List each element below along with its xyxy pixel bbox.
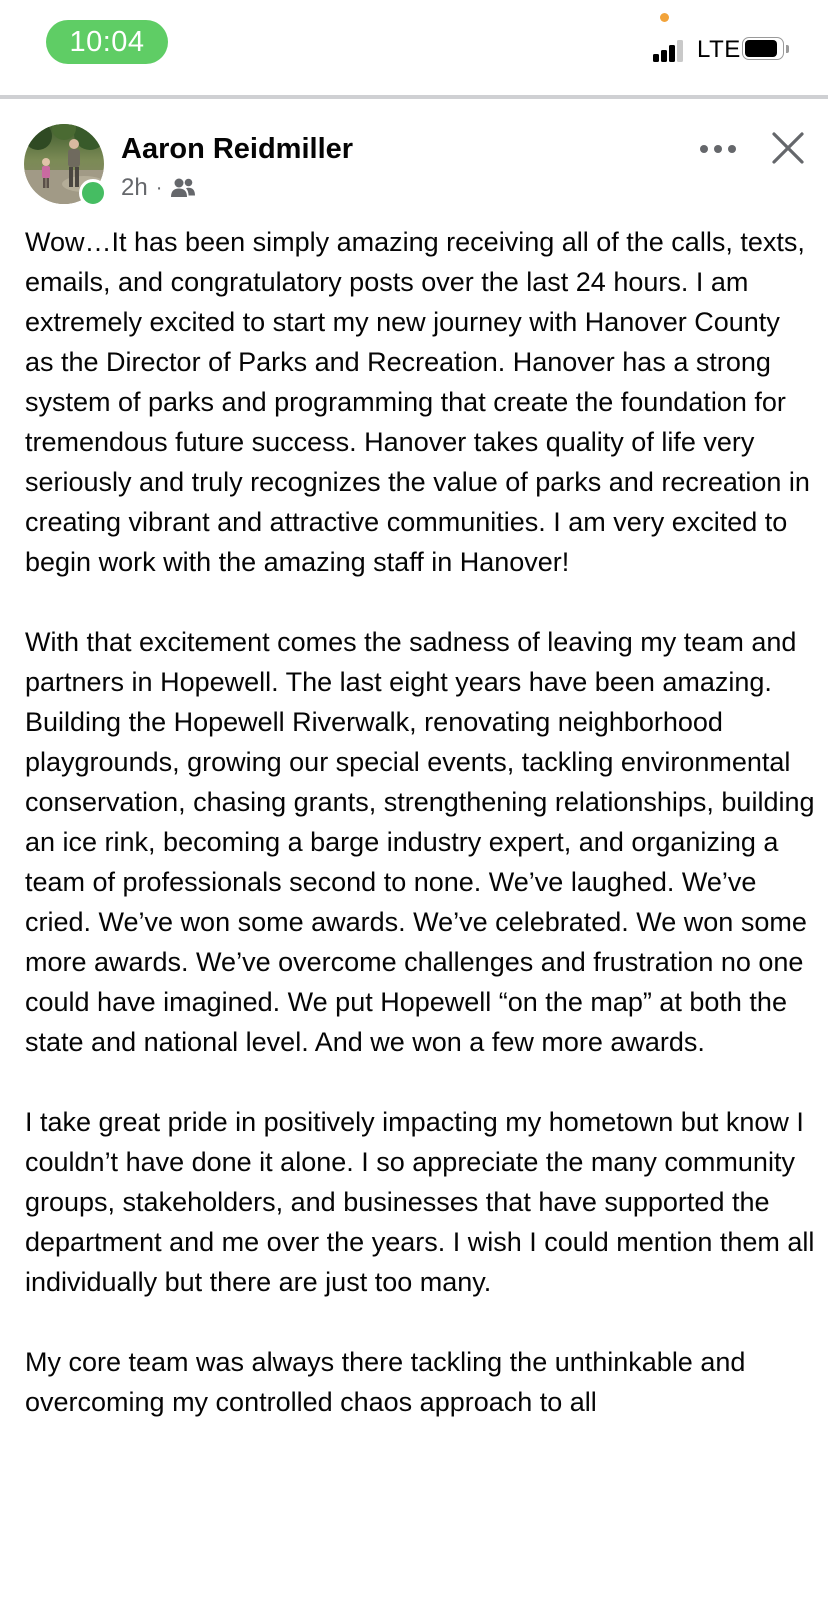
divider <box>0 95 828 99</box>
post-body <box>25 222 815 1462</box>
post-meta <box>121 174 196 202</box>
post-paragraph: I take great pride in positively impacting my hometown but know I couldn’t have done it alone. I so appreciate the many community groups, stakeholders, and businesses that have supported the department and me over the years. I wish I could mention them all individually but there are just too many. <box>25 1107 815 1297</box>
status-time[interactable]: 10:04 <box>46 20 168 64</box>
battery-icon <box>742 37 790 62</box>
post-paragraph: My core team was always there tackling the unthinkable and overcoming my controlled chaos approach to all <box>25 1347 746 1417</box>
more-options-icon[interactable] <box>696 134 740 164</box>
privacy-indicator-icon <box>660 13 669 22</box>
network-type: LTE <box>697 36 741 63</box>
author-name[interactable]: Aaron Reidmiller <box>121 133 354 165</box>
post-paragraph: Wow…It has been simply amazing receiving all of the calls, texts, emails, and congratulatory posts over the last 24 hours. I am extremely excited to start my new journey with Hanover County as the Director of Parks and Recreation. Hanover has a strong system of parks and programming that create the foundation for tremendous future success. Hanover takes quality of life very seriously and truly recognizes the value of parks and recreation in creating vibrant and attractive communities. I am very excited to begin work with the amazing staff in Hanover! <box>25 227 810 577</box>
battery-level <box>745 40 777 57</box>
post-paragraph: With that excitement comes the sadness of leaving my team and partners in Hopewell. The last eight years have been amazing. Building the Hopewell Riverwalk, renovating neighborhood playgrounds, growing our special events, tackling environmental conservation, chasing grants, strengthening relationships, building an ice rink, becoming a barge industry expert, and organizing a team of professionals second to none. We’ve laughed. We’ve cried. We’ve won some awards. We’ve celebrated. We won some more awards. We’ve overcome challenges and frustration no one could have imagined. We put Hopewell “on the map” at both the state and national level. And we won a few more awards. <box>25 627 815 1057</box>
cellular-signal-icon <box>653 38 685 62</box>
post-timestamp[interactable]: 2h <box>121 174 148 201</box>
friends-icon[interactable] <box>170 177 196 199</box>
post-header <box>0 120 828 212</box>
close-icon[interactable] <box>768 128 808 168</box>
status-bar <box>0 0 828 97</box>
meta-separator: · <box>155 177 163 199</box>
online-status-icon <box>79 179 107 207</box>
